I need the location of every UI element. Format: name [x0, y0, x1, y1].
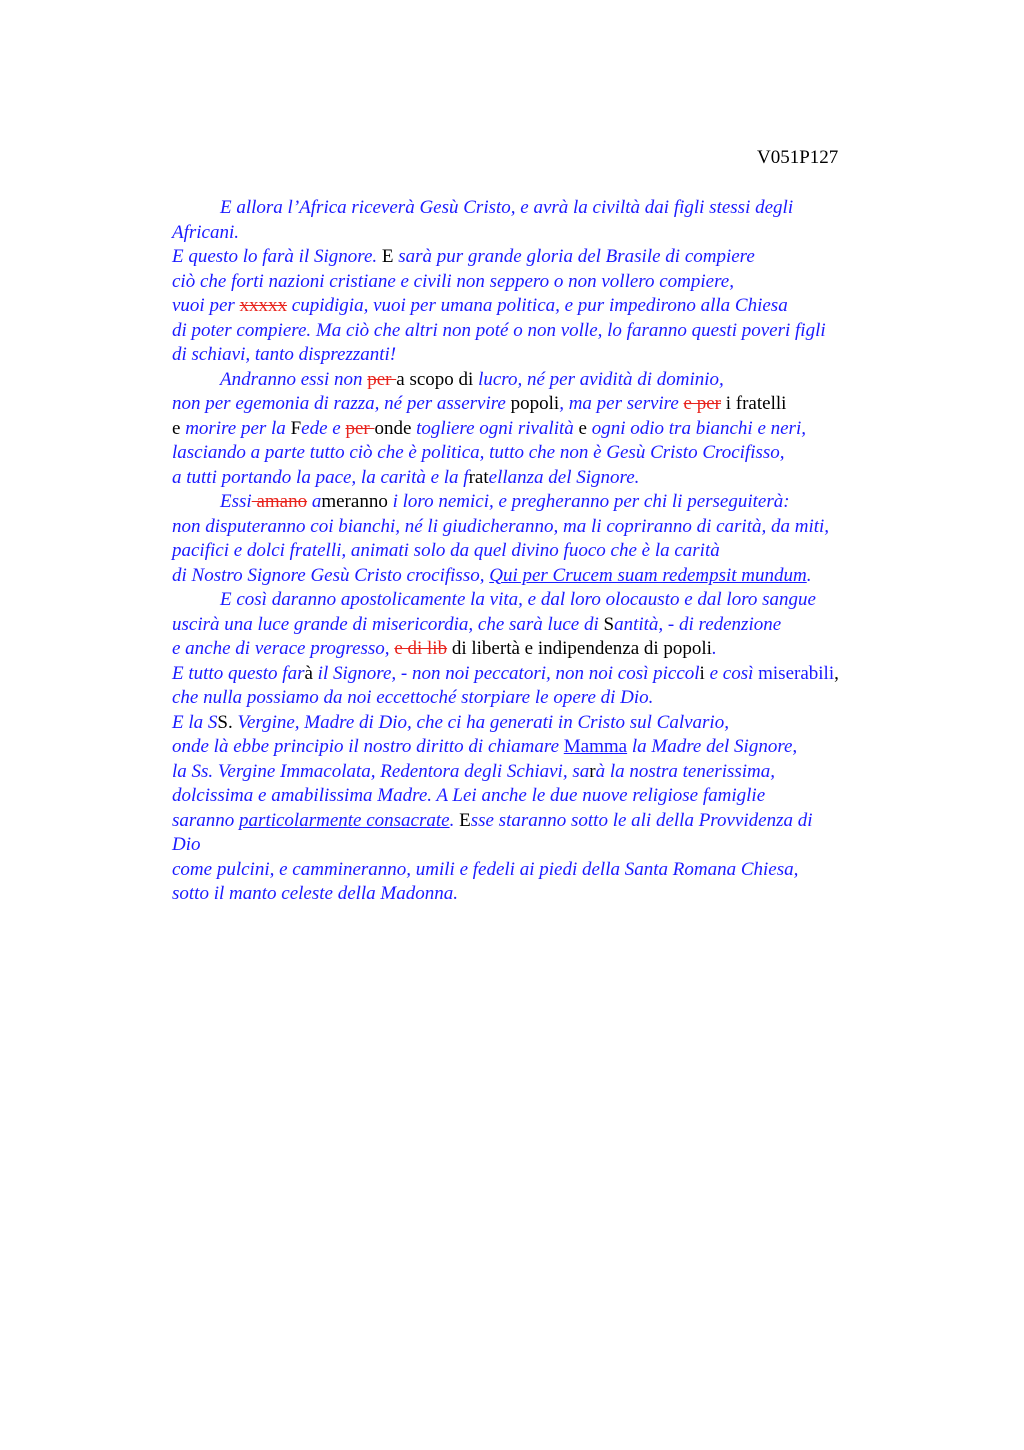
italic-text: non disputeranno coi bianchi, né li giudicheranno, ma li copriranno di carità, da miti, — [172, 515, 830, 537]
upright-blue-text: miserabili — [758, 662, 835, 684]
italic-text: dolcissima e amabilissima Madre. A Lei anche le due nuove religiose famiglie — [172, 785, 766, 806]
italic-text: sse staranno sotto le ali della Provvidenza di — [470, 809, 813, 831]
plain-text: popoli — [510, 393, 560, 414]
italic-text: a tutti portando la pace, la carità e la f — [172, 466, 469, 488]
plain-text: F — [290, 417, 302, 439]
underlined-text: Mamma — [563, 736, 628, 757]
italic-text: lucro, né per avidità di dominio, — [478, 368, 724, 390]
deleted-text: per — [345, 417, 375, 439]
italic-text: . — [806, 564, 812, 586]
text-line — [172, 221, 912, 246]
italic-text: à la nostra tenerissima, — [595, 760, 776, 782]
italic-text: e anche di verace progresso, — [172, 638, 395, 659]
italic-text: e così — [704, 662, 759, 684]
italic-text: Africani. — [172, 221, 240, 243]
italic-text: ellanza del Signore. — [488, 466, 640, 488]
text-line — [172, 564, 912, 589]
italic-text: Andranno essi non — [220, 368, 368, 390]
italic-text: ciò che forti nazioni cristiane e civili non seppero o non vollero compiere, — [172, 270, 734, 292]
text-line — [172, 319, 912, 344]
plain-text: a scopo di — [396, 368, 479, 390]
italic-text: saranno — [172, 809, 240, 831]
text-line — [172, 294, 912, 319]
italic-text: . — [711, 638, 717, 659]
italic-text: Vergine, Madre di Dio, che ci ha generati in Cristo sul Calvario, — [232, 711, 729, 733]
text-line — [172, 637, 912, 662]
text-line — [172, 711, 912, 736]
italic-text: Essi — [220, 491, 252, 512]
deleted-text: per — [367, 368, 397, 390]
italic-text: non per egemonia di razza, né per asservire — [172, 393, 511, 414]
text-line — [172, 809, 912, 834]
text-line — [172, 270, 912, 295]
text-line — [172, 196, 912, 221]
text-line — [172, 490, 912, 515]
underlined-text: particolarmente consacrate — [239, 809, 450, 831]
text-line — [172, 392, 912, 417]
italic-text: sarà pur grande gloria del Brasile di compiere — [393, 246, 755, 267]
plain-text: S. — [217, 711, 233, 733]
italic-text: onde là ebbe principio il nostro diritto di chiamare — [172, 736, 564, 757]
text-line — [172, 662, 912, 687]
plain-text: S — [603, 613, 615, 635]
italic-text: E allora l’Africa riceverà Gesù Cristo, e avrà la civiltà dai figli stessi degli — [220, 197, 794, 218]
italic-text: lasciando a parte tutto ciò che è politica, tutto che non è Gesù Cristo Crocifisso, — [172, 442, 785, 463]
plain-text: onde — [374, 417, 417, 439]
text-line — [172, 368, 912, 393]
text-line — [172, 784, 912, 809]
italic-text: togliere ogni rivalità — [416, 417, 579, 439]
italic-text: ede e — [301, 417, 346, 439]
text-line — [172, 466, 912, 491]
plain-text: e — [578, 417, 592, 439]
italic-text: di schiavi, tanto disprezzanti! — [172, 344, 397, 365]
text-line — [172, 833, 912, 858]
italic-text: ogni odio tra bianchi e neri, — [591, 417, 806, 439]
text-line — [172, 686, 912, 711]
plain-text: i — [699, 662, 705, 684]
text-line — [172, 588, 912, 613]
document-body — [172, 196, 912, 907]
italic-text: morire per la — [185, 417, 291, 439]
italic-text: uscirà una luce grande di misericordia, che sarà luce di — [172, 613, 604, 635]
italic-text: il Signore, - non noi peccatori, non noi così piccol — [312, 662, 700, 684]
underlined-text: Qui per Crucem suam redempsit mundum — [489, 564, 807, 586]
plain-text: , — [834, 662, 839, 684]
italic-text: sotto il manto celeste della Madonna. — [172, 883, 459, 904]
italic-text: i loro nemici, e pregheranno per chi li perseguiterà: — [387, 491, 790, 512]
plain-text: E — [459, 809, 471, 831]
italic-text: di Nostro Signore Gesù Cristo crocifisso, — [172, 564, 490, 586]
italic-text: cupidigia, vuoi per umana politica, e pur impedirono alla Chiesa — [287, 295, 788, 316]
italic-text: E così daranno apostolicamente la vita, e dal loro olocausto e dal loro sangue — [220, 589, 816, 610]
text-line — [172, 858, 912, 883]
text-line — [172, 735, 912, 760]
deleted-text: e di lib — [394, 638, 448, 659]
italic-text: E questo lo farà il Signore. — [172, 246, 382, 267]
text-line — [172, 760, 912, 785]
text-line — [172, 343, 912, 368]
italic-text: che nulla possiamo da noi eccettoché storpiare le opere di Dio. — [172, 687, 654, 708]
italic-text: la Ss. Vergine Immacolata, Redentora degli Schiavi, sa — [172, 760, 590, 782]
italic-text: Dio — [172, 834, 201, 855]
italic-text: E tutto questo far — [172, 662, 305, 684]
page-identifier: V051P127 — [757, 147, 839, 168]
plain-text: rat — [468, 466, 489, 488]
text-line — [172, 441, 912, 466]
plain-text: e — [172, 417, 186, 439]
deleted-text: amano — [251, 491, 308, 512]
italic-text: pacifici e dolci fratelli, animati solo da quel divino fuoco che è la carità — [172, 540, 720, 561]
plain-text: à — [304, 662, 313, 684]
italic-text: come pulcini, e cammineranno, umili e fedeli ai piedi della Santa Romana Chiesa, — [172, 858, 799, 880]
plain-text: E — [381, 246, 394, 267]
text-line — [172, 245, 912, 270]
plain-text: di libertà e indipendenza di popoli — [447, 638, 712, 659]
text-line — [172, 417, 912, 442]
italic-text: a — [307, 491, 322, 512]
deleted-text: e per — [683, 393, 721, 414]
deleted-text: xxxxx — [239, 295, 288, 316]
italic-text: . — [449, 809, 460, 831]
text-line — [172, 882, 912, 907]
plain-text: meranno — [321, 491, 388, 512]
italic-text: la Madre del Signore, — [627, 736, 798, 757]
italic-text: vuoi per — [172, 295, 240, 316]
text-line — [172, 613, 912, 638]
text-line — [172, 539, 912, 564]
italic-text: , ma per servire — [559, 393, 684, 414]
plain-text: i fratelli — [721, 393, 787, 414]
text-line — [172, 515, 912, 540]
italic-text: E la S — [172, 711, 218, 733]
italic-text: di poter compiere. Ma ciò che altri non poté o non volle, lo faranno questi poveri figli — [172, 319, 826, 341]
plain-text: r — [589, 760, 596, 782]
italic-text: antità, - di redenzione — [614, 613, 782, 635]
